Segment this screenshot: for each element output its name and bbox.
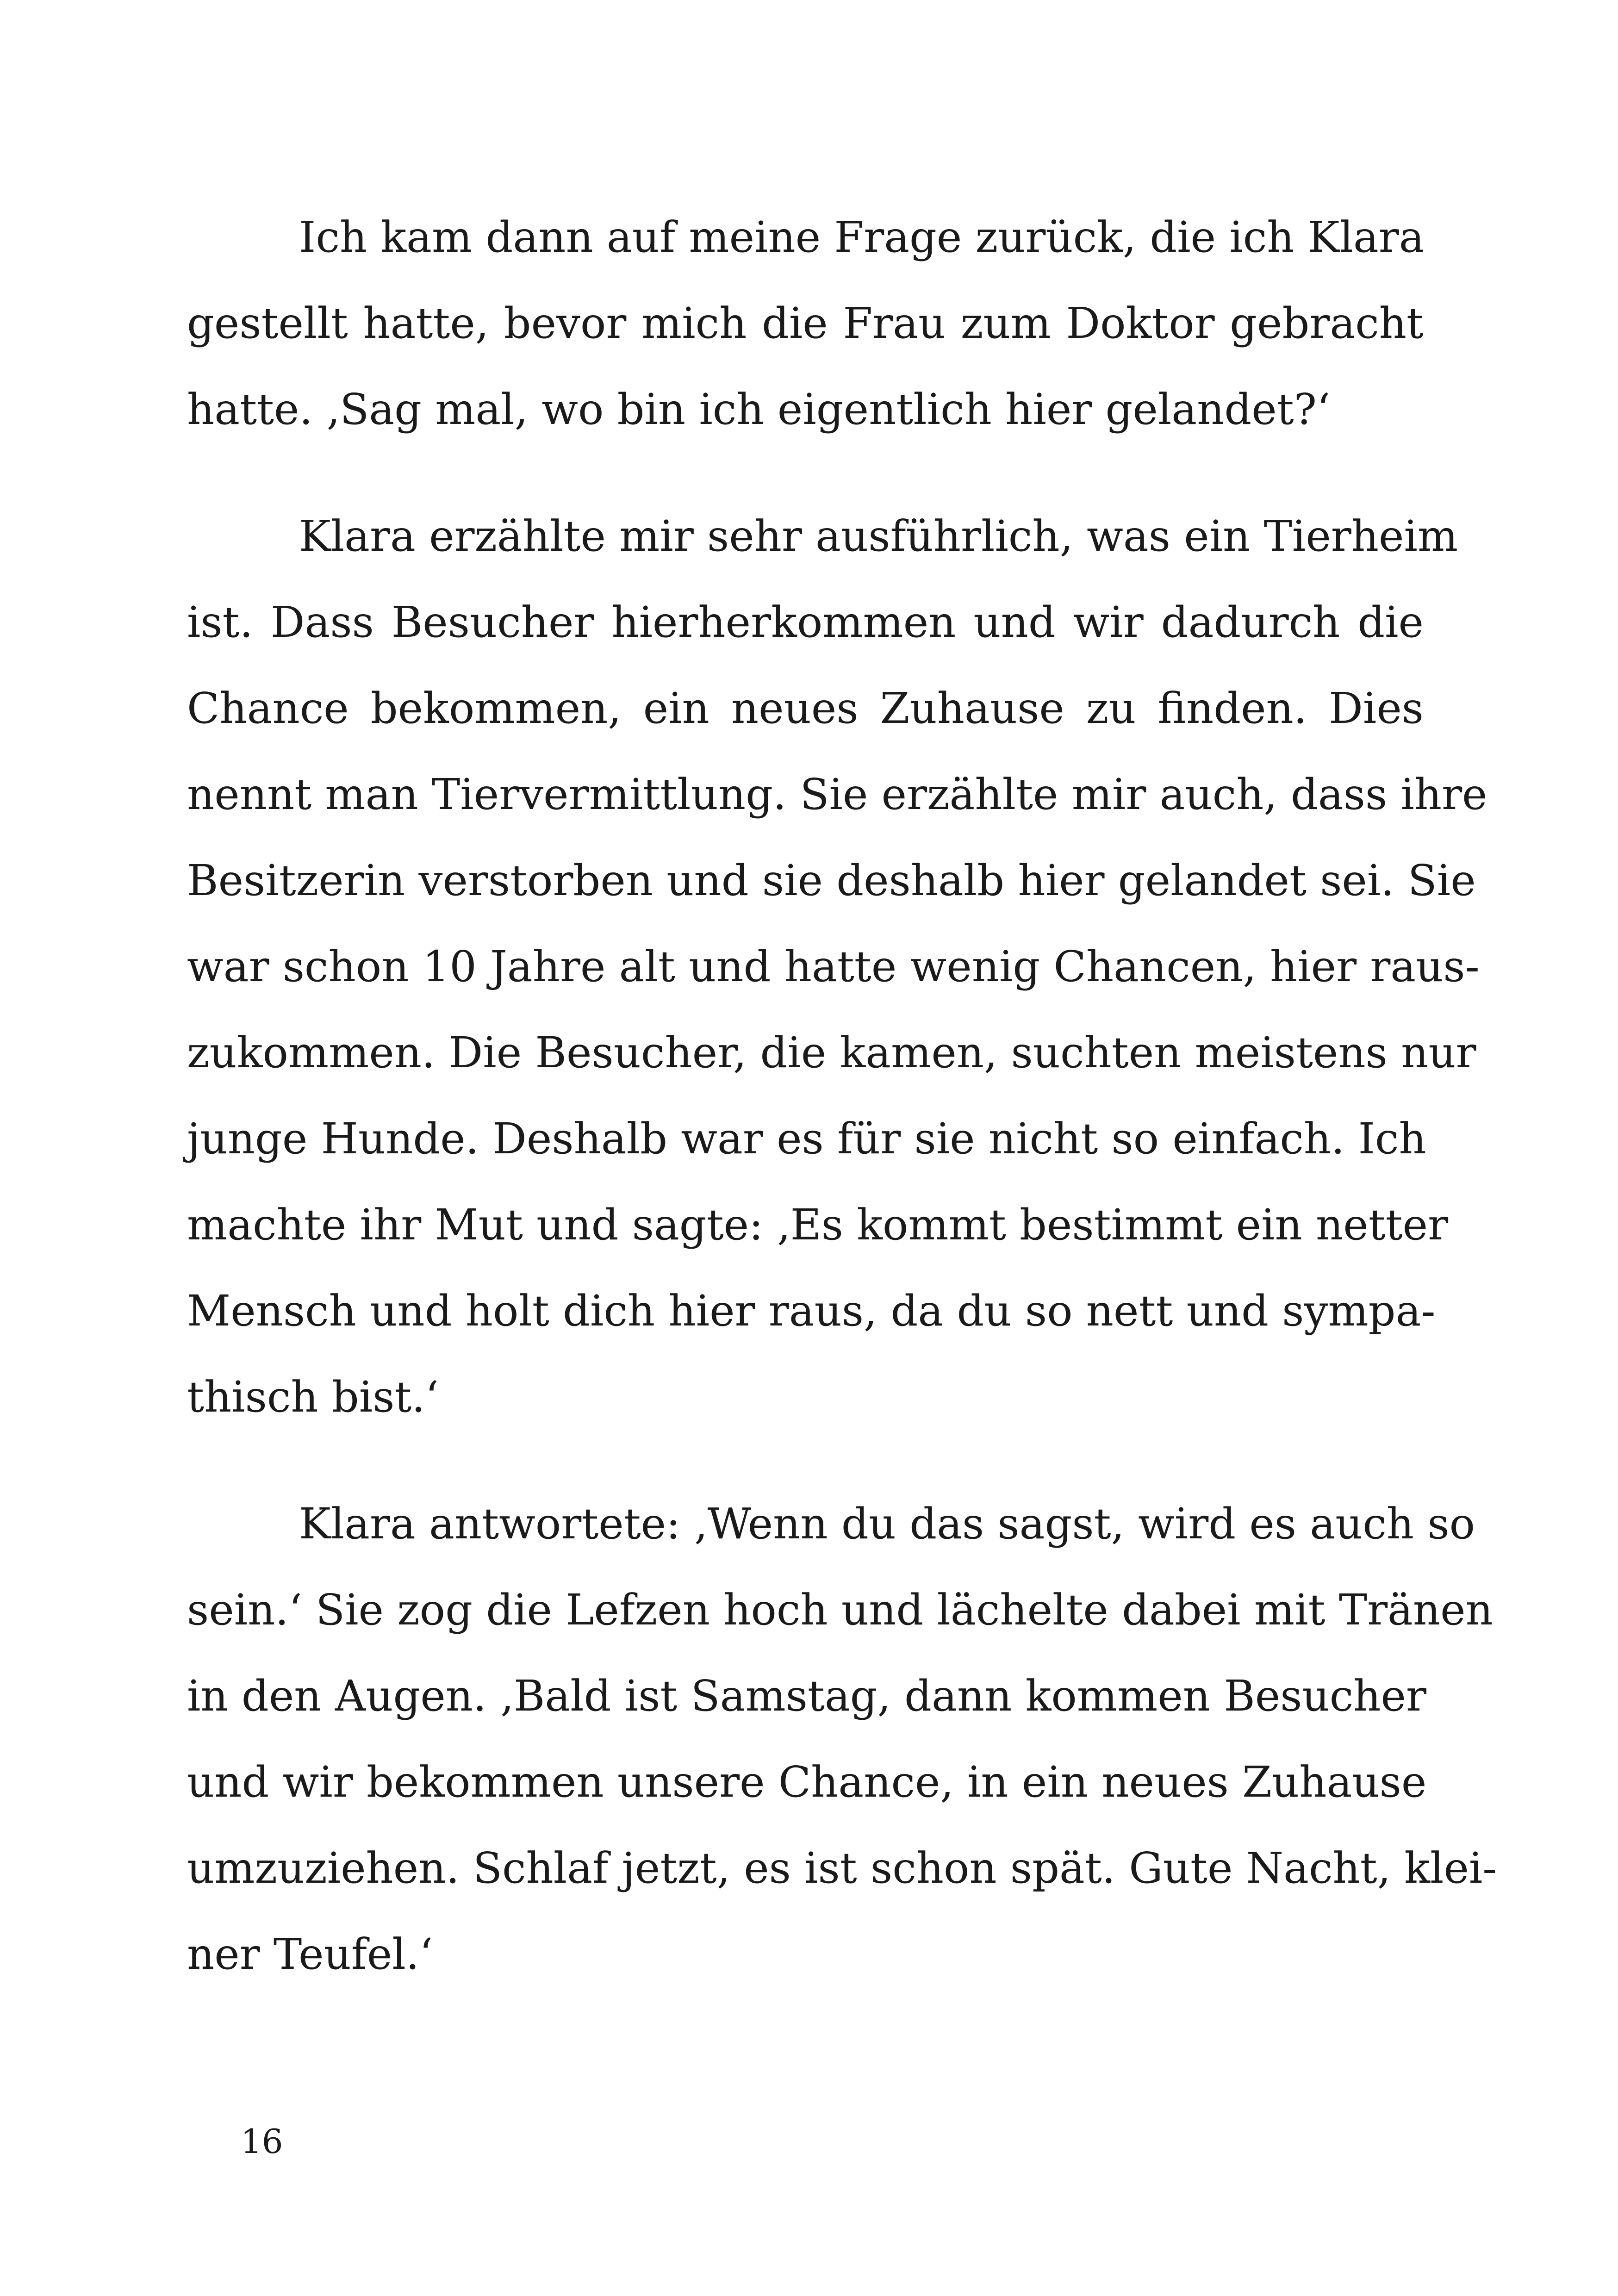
paragraph-2-line-10: Mensch und holt dich hier raus, da du so nett und sympa- bbox=[187, 1286, 1436, 1336]
paragraph-3-line-4: und wir bekommen unsere Chance, in ein neues Zuhause bbox=[187, 1757, 1427, 1807]
page-number: 16 bbox=[241, 2122, 283, 2161]
body-text bbox=[187, 194, 1497, 1997]
paragraph-2-line-6: war schon 10 Jahre alt und hatte wenig Chancen, hier raus- bbox=[187, 942, 1480, 991]
paragraph-3-line-2: sein.‘ Sie zog die Lefzen hoch und lächelte dabei mit Tränen bbox=[187, 1585, 1493, 1635]
paragraph-2-line-9: machte ihr Mut und sagte: ‚Es kommt bestimmt ein netter bbox=[187, 1200, 1449, 1250]
paragraph-1-line-2: gestellt hatte, bevor mich die Frau zum Doktor gebracht bbox=[187, 299, 1424, 348]
paragraph-2-line-8: junge Hunde. Deshalb war es für sie nicht so einfach. Ich bbox=[187, 1114, 1426, 1164]
paragraph-2-line-1: Klara erzählte mir sehr ausführlich, was ein Tierheim bbox=[299, 511, 1458, 561]
paragraph-2-line-7: zukommen. Die Besucher, die kamen, suchten meistens nur bbox=[187, 1028, 1476, 1077]
paragraph-2-line-3: Chance bekommen, ein neues Zuhause zu finden. Dies bbox=[187, 684, 1424, 733]
paragraph-3-line-1: Klara antwortete: ‚Wenn du das sagst, wird es auch so bbox=[299, 1499, 1475, 1549]
paragraph-2-line-11: thisch bist.‘ bbox=[187, 1372, 439, 1422]
paragraph-2-line-2: ist. Dass Besucher hierherkommen und wir dadurch die bbox=[187, 597, 1424, 647]
paragraph-1-line-1: Ich kam dann auf meine Frage zurück, die ich Klara bbox=[299, 212, 1425, 262]
paragraph-3-line-6: ner Teufel.‘ bbox=[187, 1929, 433, 1979]
paragraph-3-line-5: umzuziehen. Schlaf jetzt, es ist schon spät. Gute Nacht, klei- bbox=[187, 1843, 1497, 1893]
paragraph-2-line-4: nennt man Tiervermittlung. Sie erzählte mir auch, dass ihre bbox=[187, 770, 1487, 819]
paragraph-1-line-3: hatte. ‚Sag mal, wo bin ich eigentlich hier gelandet?‘ bbox=[187, 385, 1331, 434]
paragraph-spacing bbox=[187, 453, 1424, 493]
paragraph-3-line-3: in den Augen. ‚Bald ist Samstag, dann kommen Besucher bbox=[187, 1671, 1426, 1721]
paragraph-spacing bbox=[187, 1440, 1424, 1481]
paragraph-2-line-5: Besitzerin verstorben und sie deshalb hier gelandet sei. Sie bbox=[187, 856, 1476, 905]
